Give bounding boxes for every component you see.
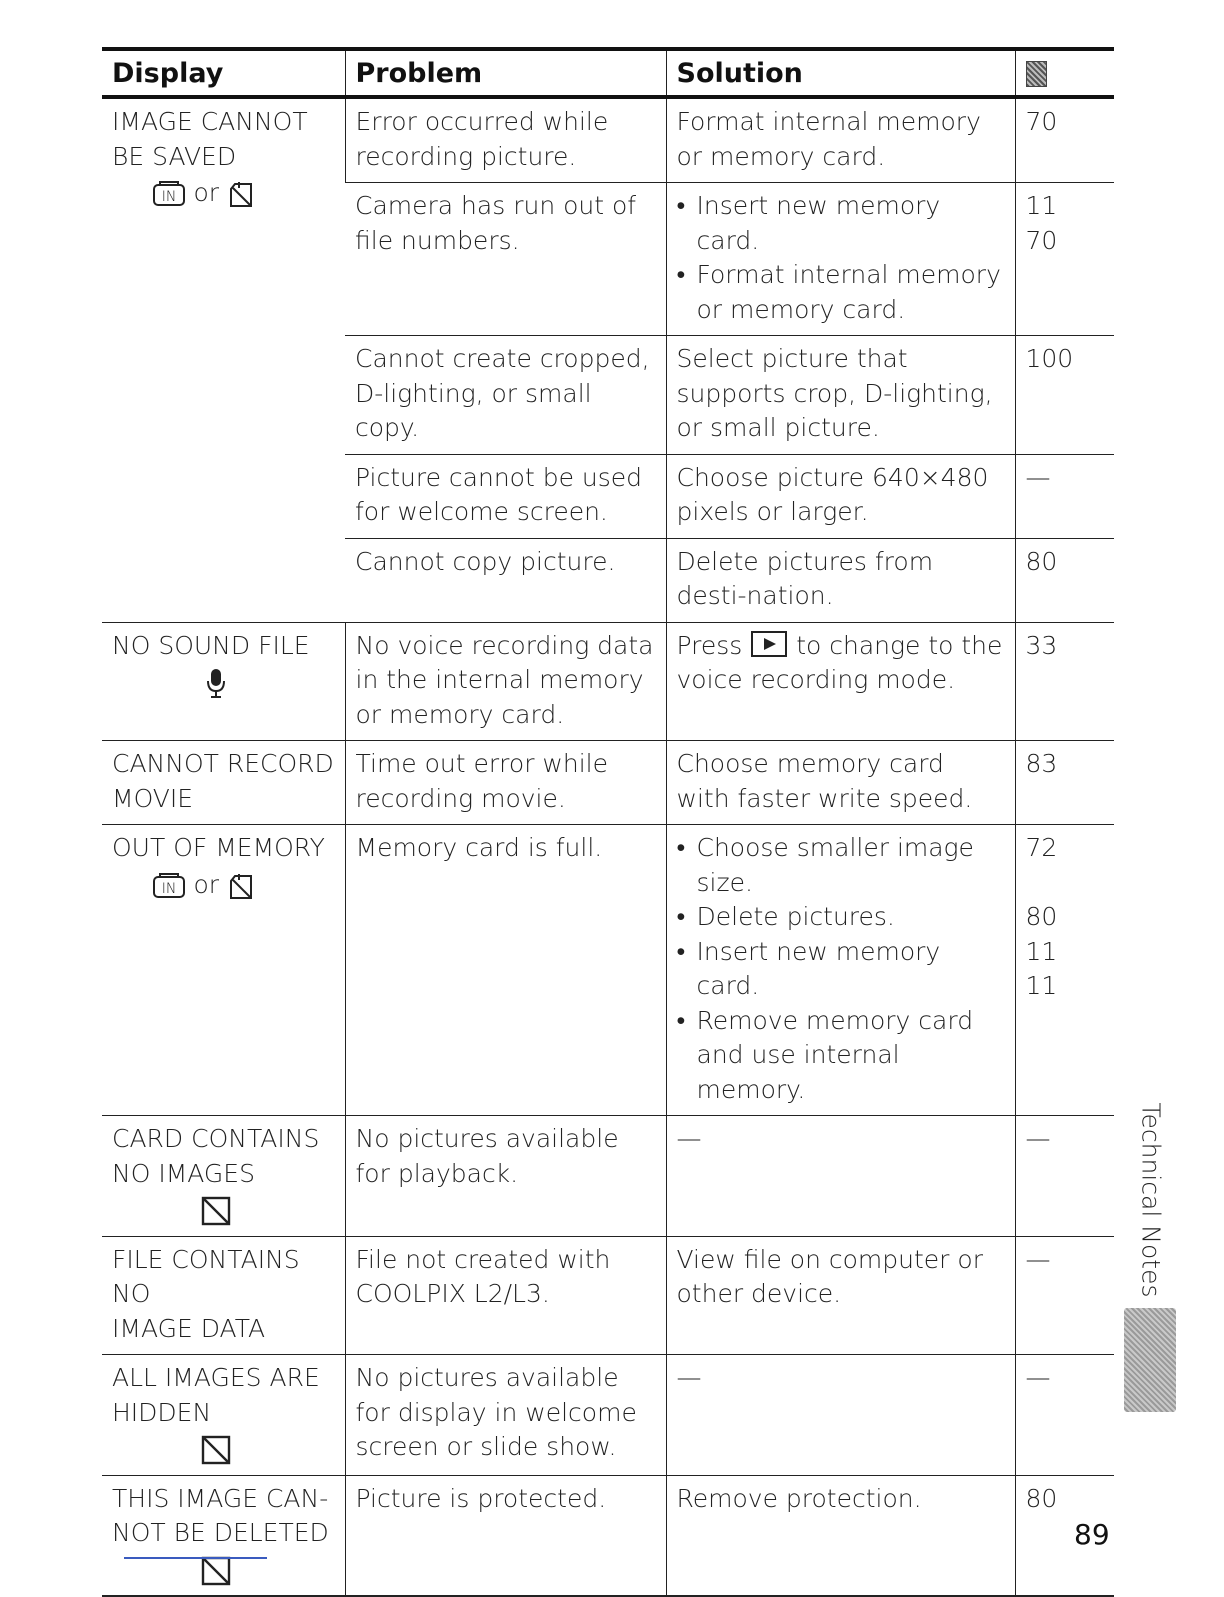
page-ref-cell: 83: [1015, 741, 1114, 825]
solution-bullet: • Remove memory card and use internal memory.: [677, 1004, 1005, 1108]
memory-icons: IN or: [112, 176, 335, 211]
problem-cell: Error occurred while recording picture.: [345, 97, 666, 183]
problem-cell: Camera has run out of file numbers.: [355, 191, 637, 255]
display-cell: FILE CONTAINS NO IMAGE DATA: [112, 1244, 300, 1343]
page-ref-cell: 72 80 11 11: [1015, 825, 1114, 1116]
no-image-icon: [201, 1196, 231, 1226]
table-row: [102, 1475, 1114, 1596]
memory-icons: IN or: [112, 868, 335, 903]
header-page-ref: [1015, 49, 1114, 97]
internal-memory-icon: [152, 872, 186, 900]
display-cell: THIS IMAGE CAN- NOT BE DELETED: [102, 1475, 345, 1596]
display-cell: OUT OF MEMORY IN or: [102, 825, 345, 1116]
table-row: [102, 1355, 1114, 1476]
section-tab-marker: [1124, 1308, 1176, 1412]
table-row: [102, 622, 1114, 741]
page-ref-cell: 70: [1015, 97, 1114, 183]
solution-cell: [666, 825, 1015, 1116]
table-row: [102, 1116, 1114, 1237]
solution-cell: Format internal memory or memory card.: [666, 97, 1015, 183]
display-cell: NO SOUND FILE: [102, 622, 345, 741]
page-ref-cell: —: [1015, 1236, 1114, 1355]
svg-text:IN: IN: [161, 189, 176, 205]
table-row: [102, 1236, 1114, 1355]
problem-cell: No voice recording data in the internal memory or memory card.: [345, 622, 666, 741]
solution-cell: Press to change to the voice recording mode.: [666, 622, 1015, 741]
display-cell: IMAGE CANNOT BE SAVED IN or: [102, 97, 345, 622]
solution-cell: [666, 183, 1015, 336]
table-header-row: [102, 49, 1114, 97]
problem-cell: No pictures available for display in welcome screen or slide show.: [345, 1355, 666, 1476]
table-row: [102, 825, 1114, 1116]
solution-cell: Choose picture 640×480 pixels or larger.: [666, 454, 1015, 538]
solution-bullet: • Insert new memory card.: [677, 935, 1005, 1004]
header-solution: Solution: [666, 49, 1015, 97]
memory-card-icon: [227, 180, 255, 208]
table-row: [102, 97, 1114, 183]
page-ref-cell: 100: [1015, 336, 1114, 455]
solution-cell: —: [666, 1116, 1015, 1237]
memory-card-icon: [227, 872, 255, 900]
display-cell: CARD CONTAINS NO IMAGES: [102, 1116, 345, 1237]
no-image-icon: [201, 1556, 231, 1586]
display-cell: CANNOT RECORD MOVIE: [112, 749, 334, 813]
microphone-icon: [205, 667, 227, 699]
page-ref-cell: —: [1015, 1116, 1114, 1237]
header-problem: Problem: [345, 49, 666, 97]
solution-bullet: • Delete pictures.: [677, 900, 1005, 935]
solution-cell: Remove protection.: [666, 1475, 1015, 1596]
no-image-icon: [201, 1435, 231, 1465]
solution-cell: Select picture that supports crop, D-lighting, or small picture.: [666, 336, 1015, 455]
section-side-label: Technical Notes: [1136, 1102, 1166, 1298]
problem-cell: Time out error while recording movie.: [345, 741, 666, 825]
solution-bullet: • Format internal memory or memory card.: [677, 258, 1005, 327]
problem-cell: Memory card is full.: [345, 825, 666, 1116]
internal-memory-icon: [152, 180, 186, 208]
page-ref-cell: 80: [1015, 1475, 1114, 1596]
page-reference-icon: [1026, 61, 1047, 87]
playback-button-icon: [750, 630, 788, 658]
display-cell: ALL IMAGES ARE HIDDEN: [102, 1355, 345, 1476]
solution-bullet: • Insert new memory card.: [677, 189, 1005, 258]
solution-cell: Choose memory card with faster write speed.: [666, 741, 1015, 825]
page-ref-cell: 11 70: [1015, 183, 1114, 336]
solution-bullet: • Choose smaller image size.: [677, 831, 1005, 900]
header-display: Display: [112, 57, 224, 89]
solution-cell: View file on computer or other device.: [666, 1236, 1015, 1355]
table-row: [102, 741, 1114, 825]
problem-cell: File not created with COOLPIX L2/L3.: [345, 1236, 666, 1355]
solution-cell: Delete pictures from desti-nation.: [666, 538, 1015, 622]
page-ref-cell: —: [1015, 1355, 1114, 1476]
problem-cell: Cannot copy picture.: [355, 546, 616, 576]
page-number: 89: [1074, 1518, 1110, 1551]
problem-cell: No pictures available for playback.: [345, 1116, 666, 1237]
page-ref-cell: 80: [1015, 538, 1114, 622]
problem-cell: Picture is protected.: [345, 1475, 666, 1596]
page-ref-cell: —: [1015, 454, 1114, 538]
page-ref-cell: 33: [1015, 622, 1114, 741]
error-message-table: [102, 47, 1114, 1597]
solution-cell: —: [666, 1355, 1015, 1476]
svg-text:IN: IN: [161, 880, 176, 897]
problem-cell: Cannot create cropped, D-lighting, or small copy.: [355, 344, 650, 442]
problem-cell: Picture cannot be used for welcome screen.: [355, 462, 643, 526]
bottom-rule: [124, 1557, 267, 1559]
